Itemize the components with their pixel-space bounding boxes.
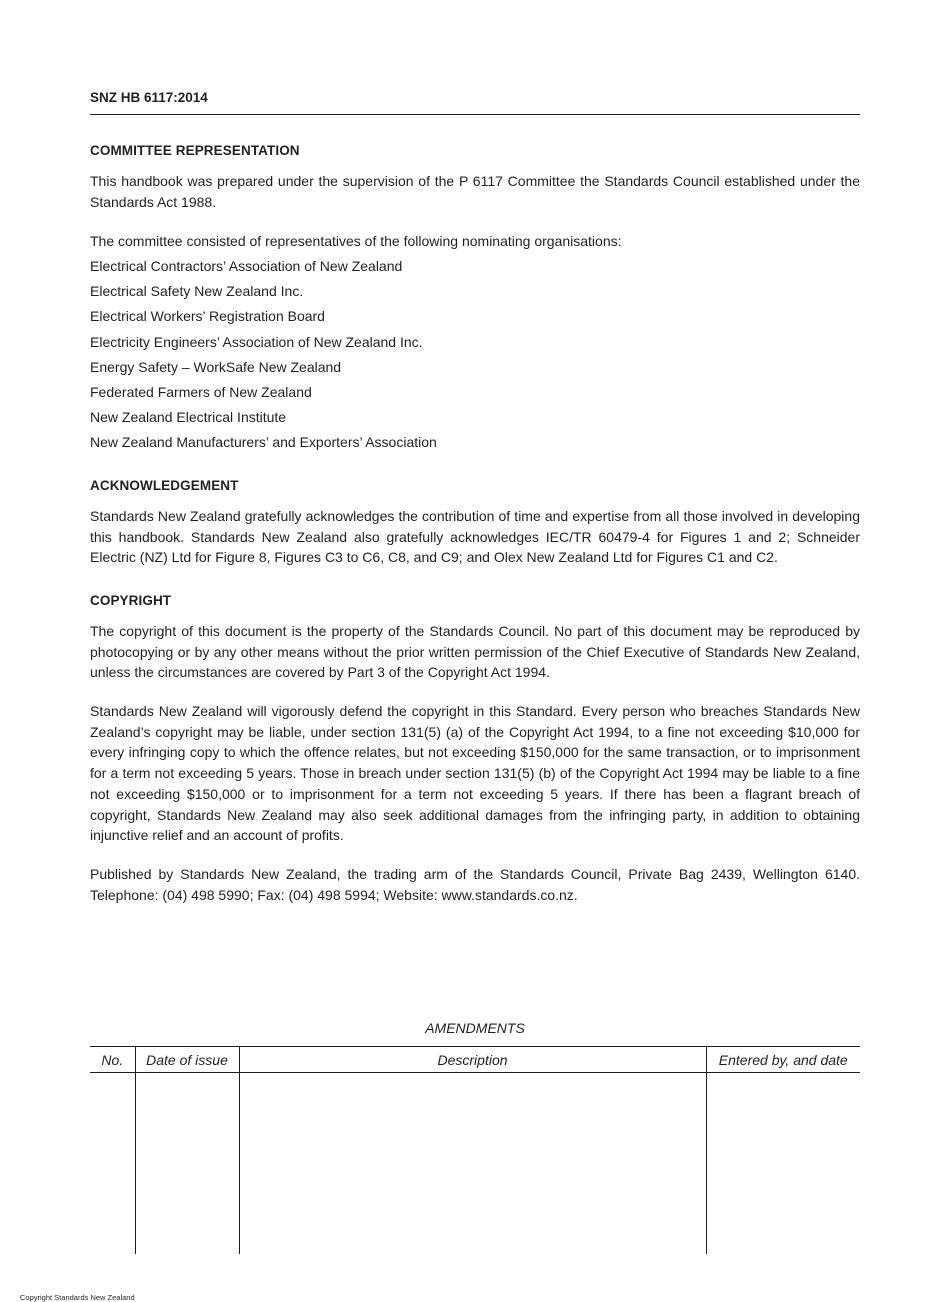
committee-intro: This handbook was prepared under the supervision of the P 6117 Committee the Standards Council established under the Standards Act 1988.: [90, 173, 860, 210]
column-header-no: No.: [90, 1047, 135, 1073]
organisation-item: Energy Safety – WorkSafe New Zealand: [90, 358, 342, 375]
organisation-item: Electrical Safety New Zealand Inc.: [90, 283, 304, 300]
organisation-item: New Zealand Electrical Institute: [90, 409, 287, 426]
header-rule: [90, 114, 860, 115]
cell-no: [90, 1073, 135, 1255]
document-code: SNZ HB 6117:2014: [90, 90, 208, 105]
acknowledgement-text: Standards New Zealand gratefully acknowledges the contribution of time and expertise from all those involved in developing this handbook. Standards New Zealand also gratefully acknowledges IEC/TR 60479-4 for Figures 1 and 2; Schneider Electric (NZ) Ltd for Figure 8, Figures C3 to C6, C8, and C9; and Olex New Zealand Ltd for Figures C1 and C2.: [90, 508, 860, 566]
copyright-paragraph-2: Standards New Zealand will vigorously defend the copyright in this Standard. Every person who breaches Standards New Zealand’s copyright may be liable, under section 131(5) (a) of the Copyright Act 1994, to a fine not exceeding $10,000 for every infringing copy to which the offence relates, but not exceeding $150,000 for the same transaction, or to imprisonment for a term not exceeding 5 years. Those in breach under section 131(5) (b) of the Copyright Act 1994 may be liable to a fine not exceeding $150,000 or to imprisonment for a term not exceeding 5 years. If there has been a flagrant breach of copyright, Standards New Zealand may also seek additional damages from the infringing party, in addition to obtaining injunctive relief and an account of profits.: [90, 703, 860, 844]
organisation-item: New Zealand Manufacturers’ and Exporters’ Association: [90, 434, 437, 451]
organisation-item: Federated Farmers of New Zealand: [90, 383, 312, 400]
committee-heading: COMMITTEE REPRESENTATION: [90, 143, 300, 158]
column-header-date: Date of issue: [135, 1047, 239, 1073]
column-header-entered-by: Entered by, and date: [706, 1047, 860, 1073]
amendments-header-row: [90, 1047, 860, 1073]
column-header-description: Description: [239, 1047, 706, 1073]
cell-entered-by: [706, 1073, 860, 1255]
committee-list-intro: The committee consisted of representatives of the following nominating organisations:: [90, 233, 622, 249]
copyright-paragraph-1: The copyright of this document is the property of the Standards Council. No part of this document may be reproduced by photocopying or by any other means without the prior written permission of the Chief Executive of Standards New Zealand, unless the circumstances are covered by Part 3 of the Copyright Act 1994.: [90, 623, 860, 681]
organisation-item: Electricity Engineers’ Association of New Zealand Inc.: [90, 333, 423, 350]
organisation-item: Electrical Workers’ Registration Board: [90, 308, 325, 325]
amendments-empty-row: [90, 1073, 860, 1255]
acknowledgement-heading: ACKNOWLEDGEMENT: [90, 478, 239, 493]
amendments-table: [90, 1046, 860, 1254]
footer-copyright-note: Copyright Standards New Zealand: [20, 1293, 135, 1302]
copyright-heading: COPYRIGHT: [90, 593, 172, 608]
cell-date: [135, 1073, 239, 1255]
organisation-list: [90, 256, 437, 458]
publisher-paragraph: Published by Standards New Zealand, the trading arm of the Standards Council, Private Bag 2439, Wellington 6140. Telephone: (04) 498 5990; Fax: (04) 498 5994; Website: www.standards.co.nz.: [90, 866, 860, 903]
amendments-caption: AMENDMENTS: [425, 1020, 525, 1036]
organisation-item: Electrical Contractors’ Association of New Zealand: [90, 258, 403, 274]
cell-description: [239, 1073, 706, 1255]
